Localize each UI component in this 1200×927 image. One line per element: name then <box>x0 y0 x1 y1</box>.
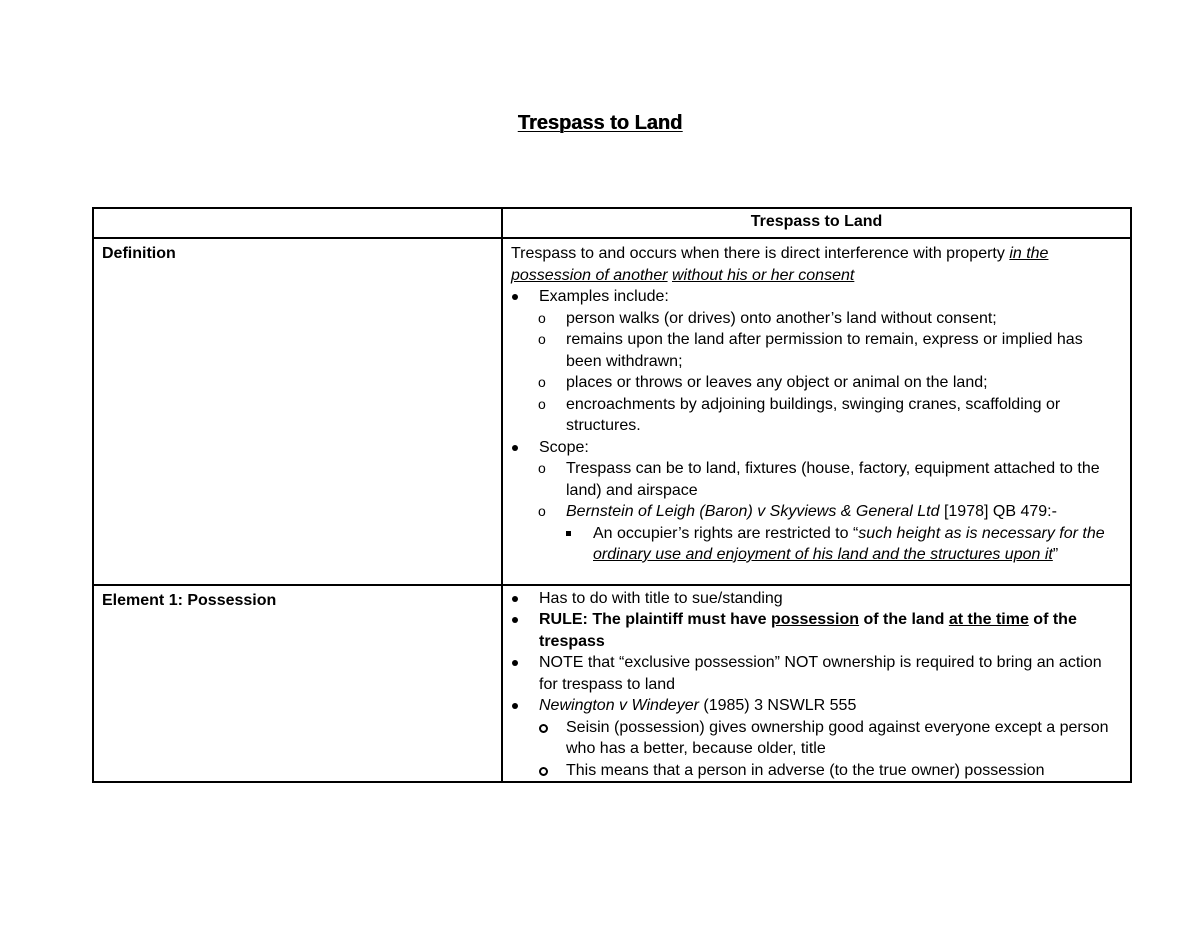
list-item: o remains upon the land after permission to remain, express or implied has been withdrawn; <box>538 331 1083 370</box>
page-title: Trespass to Land <box>517 112 683 134</box>
notes-table <box>92 207 1132 783</box>
circle-bullet-icon <box>539 724 548 733</box>
possession-content <box>502 585 1131 783</box>
bullet-icon <box>512 596 518 602</box>
definition-label: Definition <box>93 238 502 585</box>
list-item: This means that a person in adverse (to the true owner) possession <box>511 760 1122 782</box>
list-item: Scope: <box>511 437 1122 459</box>
possession-row <box>93 585 1131 783</box>
table-header-row <box>93 208 1131 238</box>
circle-bullet-icon: o <box>538 460 546 476</box>
circle-bullet-icon: o <box>538 374 546 390</box>
circle-bullet-icon: o <box>538 331 546 347</box>
header-cell-topic: Trespass to Land <box>502 208 1131 238</box>
list-item: An occupier’s rights are restricted to “such height as is necessary for the ordinary use and enjoyment of his land and the structures upon it” <box>511 523 1122 566</box>
circle-bullet-icon <box>539 767 548 776</box>
square-bullet-icon <box>566 531 571 536</box>
list-item: o places or throws or leaves any object or animal on the land; <box>511 372 1122 394</box>
circle-bullet-icon: o <box>538 395 546 412</box>
bullet-icon <box>512 617 518 623</box>
list-item: Examples include: <box>511 286 1122 308</box>
circle-bullet-icon: o <box>538 503 546 519</box>
bullet-icon <box>512 660 518 666</box>
list-item: o person walks (or drives) onto another’s land without consent; <box>511 308 1122 330</box>
definition-content <box>502 238 1131 585</box>
list-item: o Trespass can be to land, fixtures (house, factory, equipment attached to the land) and airspace <box>538 460 1100 499</box>
list-item: Has to do with title to sue/standing <box>511 588 1122 610</box>
list-item: Newington v Windeyer (1985) 3 NSWLR 555 <box>511 695 1122 717</box>
list-item: RULE: The plaintiff must have possession of the land at the time of the trespass <box>511 609 1122 652</box>
bullet-icon <box>512 703 518 709</box>
list-item: Seisin (possession) gives ownership good against everyone except a person who has a better, because older, title <box>511 717 1122 760</box>
list-item: NOTE that “exclusive possession” NOT ownership is required to bring an action for trespass to land <box>511 652 1122 695</box>
definition-intro: Trespass to and occurs when there is direct interference with property in the possession of another without his or her consent <box>511 245 1049 284</box>
list-item: o Bernstein of Leigh (Baron) v Skyviews & General Ltd [1978] QB 479:- <box>511 501 1122 523</box>
header-cell-empty <box>93 208 502 238</box>
possession-label: Element 1: Possession <box>93 585 502 783</box>
circle-bullet-icon: o <box>538 309 546 326</box>
bullet-icon <box>512 294 518 300</box>
list-item: o encroachments by adjoining buildings, swinging cranes, scaffolding or structures. <box>538 395 1061 434</box>
definition-row <box>93 238 1131 585</box>
bullet-icon <box>512 445 518 451</box>
